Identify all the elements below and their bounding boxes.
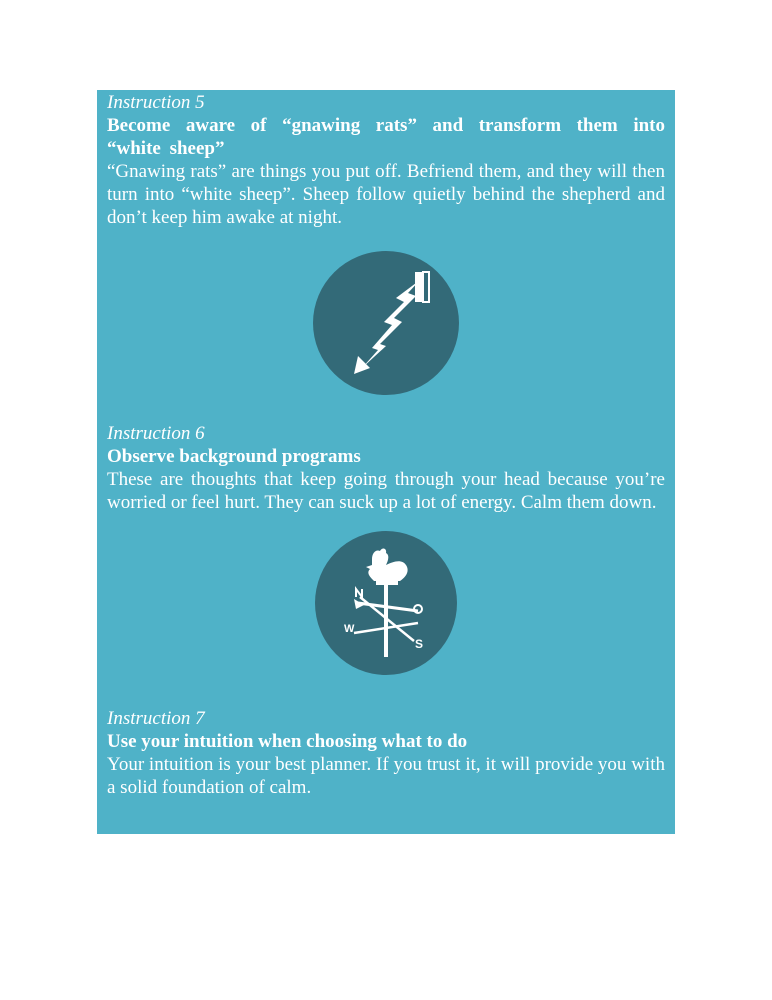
instructions-panel (97, 90, 675, 834)
instruction-body: These are thoughts that keep going through your head because you’re worried or feel hurt. They can suck up a lot of energy. Calm them down. (107, 469, 665, 513)
instruction-body: “Gnawing rats” are things you put off. Befriend them, and they will then turn into “white sheep”. Sheep follow quietly behind the shepherd and don’t keep him awake at night. (107, 161, 665, 228)
instruction-body: Your intuition is your best planner. If you trust it, it will provide you with a solid foundation of calm. (107, 754, 665, 798)
instruction-title: Become aware of “gnawing rats” and transform them into “white sheep” (107, 115, 665, 159)
instruction-6 (107, 423, 665, 514)
compass-south-label: S (415, 637, 424, 651)
instruction-7 (107, 708, 665, 799)
instruction-5 (107, 92, 665, 229)
compass-west-label: W (344, 623, 355, 635)
instruction-label: Instruction 6 (107, 423, 205, 444)
weather-vane-icon (314, 531, 458, 676)
instruction-title: Observe background programs (107, 446, 361, 467)
instruction-label: Instruction 5 (107, 92, 205, 113)
instruction-label: Instruction 7 (107, 708, 205, 729)
lightning-bolt-icon (312, 250, 460, 396)
instruction-title: Use your intuition when choosing what to do (107, 731, 468, 752)
